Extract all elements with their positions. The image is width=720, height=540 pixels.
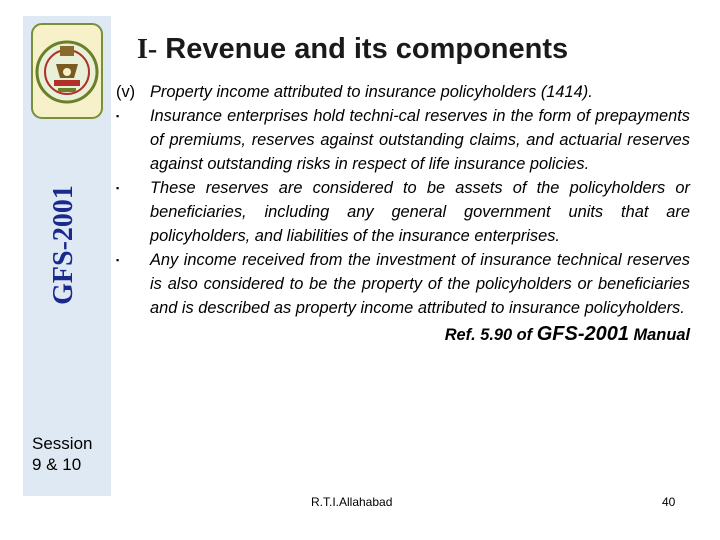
reference-line [116, 322, 690, 347]
item-marker: (v) [116, 83, 136, 101]
session-label [32, 433, 92, 475]
bullet-item [116, 248, 690, 320]
bullet-text: Any income received from the investment of insurance technical reserves is also considered to be the property of the policyholders or beneficiaries and is described as property income attributed to insurance policyholders. [150, 251, 690, 317]
bullet-text: Insurance enterprises hold techni-cal reserves in the form of prepayments of premiums, reserves against outstanding claims, and actuarial reserves against outstanding risks in respect of life insurance policies. [150, 107, 690, 173]
slide-content [116, 80, 690, 347]
list-item-v [116, 80, 690, 104]
slide-title [137, 33, 568, 66]
reference-emphasis: GFS-2001 [536, 323, 629, 345]
reference-suffix: Manual [633, 326, 690, 344]
square-bullet-icon: ▪ [116, 183, 120, 193]
session-line-2: 9 & 10 [32, 455, 82, 474]
title-roman-numeral: I- [137, 34, 158, 65]
square-bullet-icon: ▪ [116, 111, 120, 121]
page-number: 40 [662, 495, 676, 509]
item-text: Property income attributed to insurance policyholders (1414). [150, 83, 593, 101]
footer-text: R.T.I.Allahabad [311, 495, 393, 509]
bullet-item [116, 176, 690, 248]
bullet-item [116, 104, 690, 176]
reference-prefix: Ref. 5.90 of [444, 326, 533, 344]
square-bullet-icon: ▪ [116, 255, 120, 265]
emblem-logo-icon [28, 20, 106, 122]
title-text: Revenue and its components [165, 33, 569, 65]
vertical-gfs-label: GFS-2001 [48, 185, 79, 305]
session-line-1: Session [32, 434, 93, 453]
bullet-text: These reserves are considered to be assets of the policyholders or beneficiaries, including any general government units that are policyholders, and liabilities of the insurance enterprises. [150, 179, 690, 245]
